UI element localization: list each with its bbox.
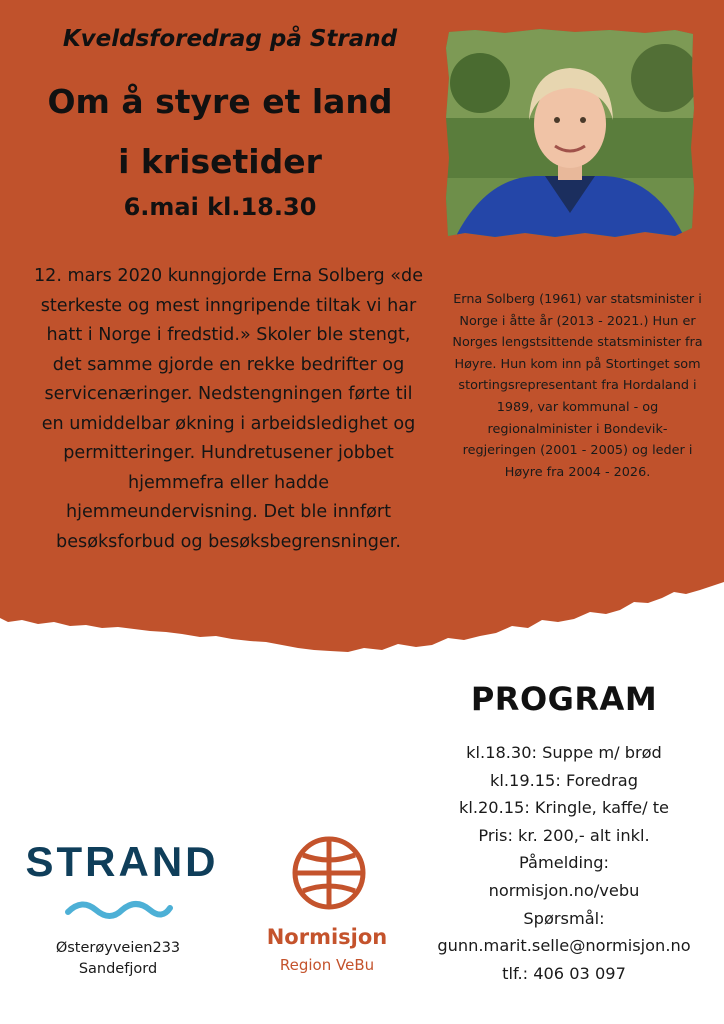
intro-text	[26, 262, 431, 557]
bio-line: Høyre. Hun kom inn på Stortinget som	[454, 356, 701, 372]
bio-line: 1989, var kommunal - og	[496, 399, 659, 415]
program-line: normisjon.no/vebu	[488, 880, 640, 900]
program-line: Pris: kr. 200,- alt inkl.	[478, 825, 650, 845]
globe-icon	[291, 835, 367, 911]
wave-icon	[64, 894, 174, 924]
intro-line: hjemmefra eller hadde	[127, 472, 330, 493]
address-line-2: Sandefjord	[78, 961, 158, 977]
bio-line: stortingsrepresentant fra Hordaland i	[458, 378, 697, 394]
program-line: kl.18.30: Suppe m/ brød	[466, 743, 662, 762]
program-line: kl.20.15: Kringle, kaffe/ te	[458, 798, 670, 818]
program-line: tlf.: 406 03 097	[502, 963, 626, 983]
intro-line: en umiddelbar økning i arbeidsledighet og	[41, 413, 416, 434]
program-line: Spørsmål:	[523, 908, 605, 928]
speaker-photo	[445, 28, 695, 238]
normisjon-name: Normisjon	[266, 925, 388, 949]
address-line-1: Østerøyveien233	[55, 940, 181, 956]
event-subtitle: Kveldsforedrag på Strand	[62, 26, 398, 52]
title-line-1: Om å styre et land	[47, 82, 393, 121]
strand-logo	[22, 838, 222, 928]
bio-line: regionalminister i Bondevik-	[487, 421, 668, 437]
speaker-bio	[444, 289, 711, 483]
intro-line: det samme gjorde en rekke bedrifter og	[52, 354, 405, 375]
intro-line: besøksforbud og besøksbegrensninger.	[56, 531, 401, 552]
program-heading: PROGRAM	[470, 680, 658, 718]
strand-wordmark: STRAND	[25, 838, 219, 885]
bio-line: Høyre fra 2004 - 2026.	[504, 464, 651, 480]
program-line: Påmelding:	[519, 853, 609, 873]
strand-address	[50, 938, 186, 980]
event-datetime: 6.mai kl.18.30	[123, 193, 317, 221]
program-line: kl.19.15: Foredrag	[490, 770, 638, 790]
intro-line: hatt i Norge i fredstid.» Skoler ble stengt,	[46, 325, 411, 345]
event-title	[20, 72, 420, 192]
intro-line: hjemmeundervisning. Det ble innført	[65, 502, 392, 522]
bio-line: Norges lengstsittende statsminister fra	[452, 335, 703, 351]
bio-line: regjeringen (2001 - 2005) og leder i	[462, 443, 693, 459]
bio-line: Erna Solberg (1961) var statsminister i	[453, 292, 702, 307]
program-line: gunn.marit.selle@normisjon.no	[437, 936, 691, 956]
normisjon-logo	[256, 835, 406, 985]
intro-line: 12. mars 2020 kunngjorde Erna Solberg «de	[33, 266, 424, 286]
normisjon-region: Region VeBu	[279, 956, 375, 974]
bio-line: Norge i åtte år (2013 - 2021.) Hun er	[459, 313, 696, 329]
intro-line: sterkeste og mest inngripende tiltak vi har	[40, 295, 417, 316]
intro-line: permitteringer. Hundretusener jobbet	[63, 443, 394, 463]
intro-line: servicenæringer. Nedstengningen førte til	[44, 384, 413, 404]
program-list	[424, 739, 704, 987]
title-line-2: i krisetider	[118, 142, 322, 181]
